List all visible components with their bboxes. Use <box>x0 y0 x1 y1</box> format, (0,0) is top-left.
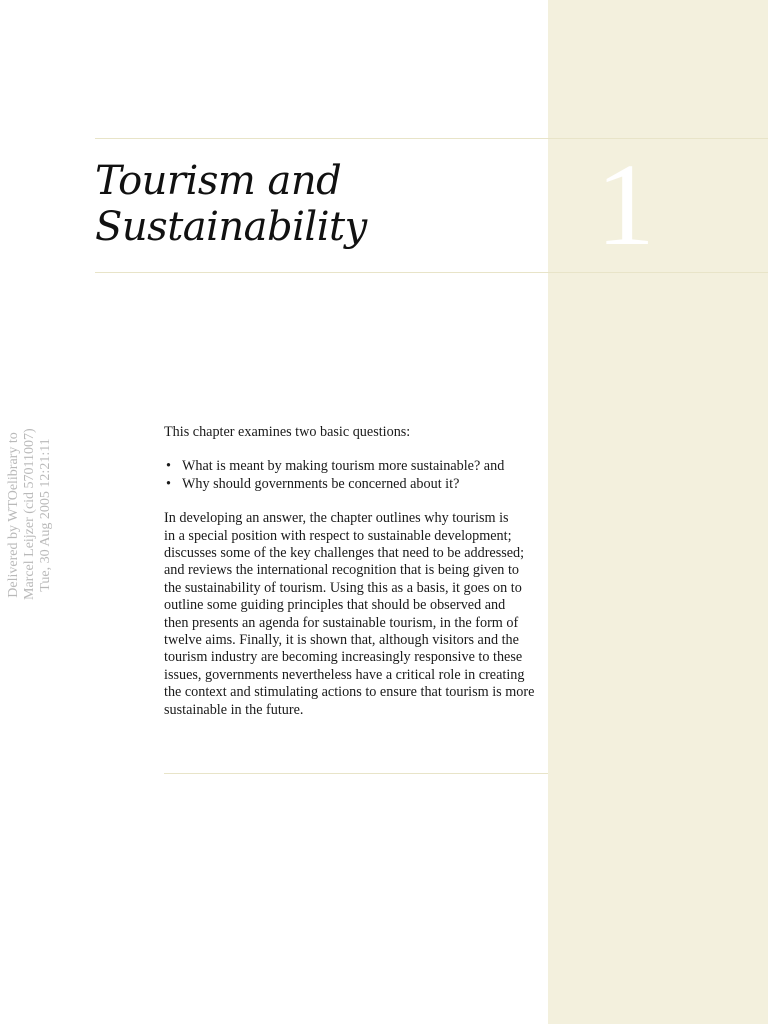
title-bottom-rule <box>95 272 768 273</box>
watermark-line-1: Delivered by WTOelibrary to <box>6 432 21 598</box>
body-line: in a special position with respect to sustainable development; <box>164 527 512 544</box>
chapter-side-panel <box>548 0 768 1024</box>
chapter-title <box>95 158 535 250</box>
list-item <box>164 458 544 475</box>
watermark-line-3: Tue, 30 Aug 2005 12:21:11 <box>38 438 53 592</box>
top-rule <box>95 138 768 139</box>
chapter-title-line-1: Tourism and <box>95 158 342 204</box>
intro-lead: This chapter examines two basic questions: <box>164 424 411 440</box>
bullet-icon: • <box>166 458 171 475</box>
body-line: the context and stimulating actions to ensure that tourism is more <box>164 684 535 701</box>
body-line: twelve aims. Finally, it is shown that, although visitors and the <box>164 632 519 649</box>
question-list <box>164 458 544 493</box>
question-text: What is meant by making tourism more sustainable? and <box>182 458 505 475</box>
delivery-watermark <box>6 430 60 600</box>
intro-bottom-rule <box>164 773 548 774</box>
body-line: In developing an answer, the chapter outlines why tourism is <box>164 510 509 527</box>
list-item <box>164 476 544 493</box>
body-line: and reviews the international recognition that is being given to <box>164 562 519 579</box>
bullet-icon: • <box>166 475 171 492</box>
intro-body-paragraph <box>164 510 544 719</box>
question-text: Why should governments be concerned about it? <box>182 475 460 492</box>
body-line: discusses some of the key challenges that need to be addressed; <box>164 545 525 562</box>
body-line: sustainable in the future. <box>164 701 304 718</box>
body-line: then presents an agenda for sustainable tourism, in the form of <box>164 614 519 631</box>
body-line: tourism industry are becoming increasingly responsive to these <box>164 649 523 666</box>
body-line: issues, governments nevertheless have a critical role in creating <box>164 666 525 683</box>
body-line: the sustainability of tourism. Using this as a basis, it goes on to <box>164 579 522 596</box>
chapter-intro <box>164 424 544 719</box>
chapter-number: 1 <box>596 139 655 270</box>
body-line: outline some guiding principles that should be observed and <box>164 597 506 614</box>
chapter-title-line-2: Sustainability <box>95 204 367 250</box>
watermark-line-2: Marcel Leijzer (cid 57011007) <box>22 428 37 600</box>
